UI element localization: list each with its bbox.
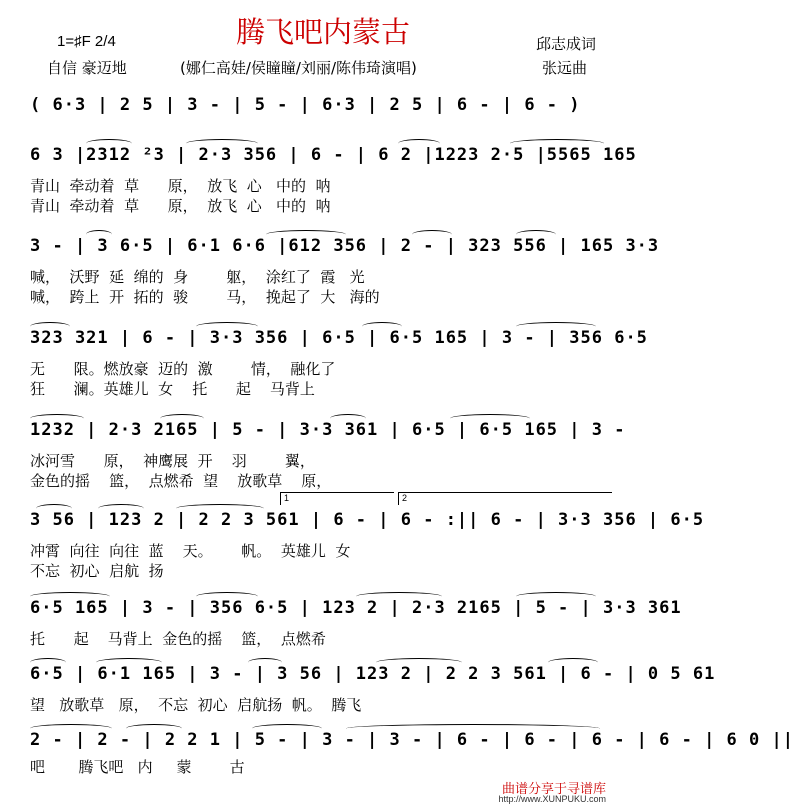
lyric-verse-2: 青山 牵动着 草 原， 放飞 心 中的 呐 xyxy=(30,197,331,215)
lyric-verse-1: 望 放歌草 原， 不忘 初心 启航扬 帆。 腾飞 xyxy=(30,696,362,714)
lyric-verse-1: 青山 牵动着 草 原， 放飞 心 中的 呐 xyxy=(30,177,331,195)
notation-line: 1232 | 2·3 2165 | 5 - | 3·3 361 | 6·5 | 6·5 165 | 3 - xyxy=(30,420,626,440)
notation-line: 6 3 |2312 ²3 | 2·3 356 | 6 - | 6 2 |1223 2·5 |5565 165 xyxy=(30,145,637,165)
notation-line: 3 - | 3 6·5 | 6·1 6·6 |612 356 | 2 - | 323 556 | 165 3·3 xyxy=(30,236,660,256)
key-signature: 1=♯F 2/4 xyxy=(57,33,116,50)
volta-second-ending: 2 xyxy=(398,492,612,505)
watermark-text: 曲谱分享于寻谱库 xyxy=(501,782,606,797)
lyric-verse-1: 托 起 马背上 金色的摇 篮， 点燃希 xyxy=(30,630,326,648)
lyric-verse-1: 喊， 沃野 延 绵的 身 躯， 涂红了 霞 光 xyxy=(30,268,365,286)
tempo-marking: 自信 豪迈地 xyxy=(47,59,127,77)
notation-line: 6·5 165 | 3 - | 356 6·5 | 123 2 | 2·3 2165 | 5 - | 3·3 361 xyxy=(30,598,682,618)
notation-line: 2 - | 2 - | 2 2 1 | 5 - | 3 - | 3 - | 6 - | 6 - | 6 - | 6 - | 6 0 || xyxy=(30,730,794,750)
lyric-verse-2: 金色的摇 篮， 点燃希 望 放歌草 原， xyxy=(30,472,332,490)
lyric-verse-2: 不忘 初心 启航 扬 xyxy=(30,562,164,580)
song-title: 腾飞吧内蒙古 xyxy=(235,15,410,49)
composer: 张远曲 xyxy=(542,59,588,77)
notation-line: 6·5 | 6·1 165 | 3 - | 3 56 | 123 2 | 2 2 3 561 | 6 - | 0 5 61 xyxy=(30,664,716,684)
notation-line: 323 321 | 6 - | 3·3 356 | 6·5 | 6·5 165 | 3 - | 356 6·5 xyxy=(30,328,648,348)
volta-first-ending: 1 xyxy=(280,492,394,505)
lyric-verse-1: 冰河雪 原， 神鹰展 开 羽 翼， xyxy=(30,452,315,470)
notation-line: ( 6·3 | 2 5 | 3 - | 5 - | 6·3 | 2 5 | 6 - | 6 - ) xyxy=(30,95,581,115)
watermark-url: http://www.XUNPUKU.com xyxy=(498,794,606,804)
lyric-verse-2: 喊， 跨上 开 拓的 骏 马， 挽起了 大 海的 xyxy=(30,288,380,306)
lyric-verse-2: 狂 澜。英雄儿 女 托 起 马背上 xyxy=(30,380,315,398)
lyric-verse-1: 无 限。燃放豪 迈的 激 情， 融化了 xyxy=(30,360,336,378)
lyricist: 邱志成词 xyxy=(536,35,597,53)
lyric-verse-1: 吧 腾飞吧 内 蒙 古 xyxy=(30,758,245,776)
performers: (娜仁高娃/侯瞳瞳/刘丽/陈伟琦演唱) xyxy=(180,59,417,77)
lyric-verse-1: 冲霄 向往 向往 蓝 天。 帆。 英雄儿 女 xyxy=(30,542,351,560)
notation-line: 3 56 | 123 2 | 2 2 3 561 | 6 - | 6 - :|| 6 - | 3·3 356 | 6·5 xyxy=(30,510,705,530)
